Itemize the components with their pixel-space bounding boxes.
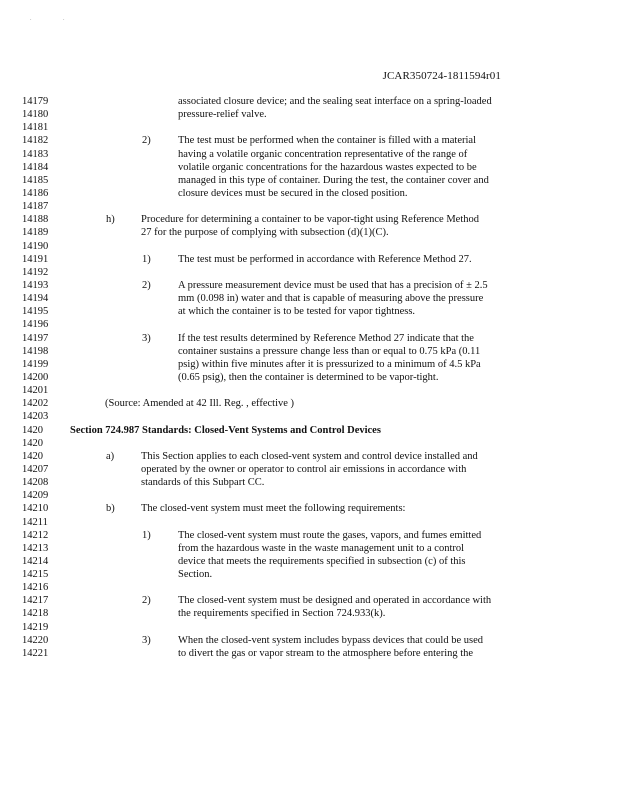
- document-line: [0, 594, 618, 607]
- line-number: 14179: [22, 96, 49, 107]
- line-text: (Source: Amended at 42 Ill. Reg. , effective ): [105, 398, 295, 410]
- document-line: [0, 384, 618, 397]
- document-line: [0, 266, 618, 279]
- line-text: device that meets the requirements specified in subsection (c) of this: [178, 555, 466, 567]
- document-line: [0, 240, 618, 253]
- line-text: When the closed-vent system includes bypass devices that could be used: [178, 634, 484, 646]
- line-number: 14221: [22, 647, 49, 659]
- line-number: 14180: [22, 109, 49, 121]
- list-marker: 1): [142, 529, 151, 541]
- line-number: 14194: [22, 293, 49, 305]
- line-text: volatile organic concentrations for the hazardous wastes expected to be: [178, 161, 477, 173]
- list-marker: h): [106, 214, 115, 226]
- line-text: The test must be performed when the container is filled with a material: [178, 135, 476, 147]
- line-text: psig) within five minutes after it is pressurized to a minimum of 4.5 kPa: [178, 358, 481, 370]
- line-text: (0.65 psig), then the container is determined to be vapor-tight.: [178, 371, 439, 383]
- line-number: 14190: [22, 240, 49, 252]
- line-number: 14216: [22, 582, 49, 594]
- document-line: [0, 213, 618, 226]
- document-line: [0, 292, 618, 305]
- document-line: [0, 621, 618, 634]
- document-line: [0, 489, 618, 502]
- line-text: to divert the gas or vapor stream to the atmosphere before entering the: [178, 647, 474, 659]
- document-line: [0, 161, 618, 174]
- document-line: [0, 476, 618, 489]
- document-line: [0, 200, 618, 213]
- line-number: 1420: [22, 424, 43, 436]
- line-number: 14197: [22, 332, 49, 344]
- line-text: The closed-vent system must meet the following requirements:: [141, 503, 406, 515]
- list-marker: 2): [142, 279, 151, 291]
- line-number: 14189: [22, 227, 49, 239]
- list-marker: 1): [142, 253, 151, 265]
- list-marker: a): [106, 450, 115, 462]
- document-line: [0, 358, 618, 371]
- line-number: 14199: [22, 358, 49, 370]
- line-text: This Section applies to each closed-vent system and control device installed and: [141, 450, 478, 462]
- line-number: 14185: [22, 174, 49, 186]
- line-text: The test must be performed in accordance with Reference Method 27.: [178, 253, 472, 265]
- document-body: [0, 95, 618, 660]
- document-line: [0, 253, 618, 266]
- line-text: associated closure device; and the sealing seat interface on a spring-loaded: [178, 96, 492, 107]
- line-text: container sustains a pressure change less than or equal to 0.75 kPa (0.11: [178, 345, 481, 357]
- line-text: pressure-relief valve.: [178, 109, 267, 121]
- line-number: 14187: [22, 201, 49, 213]
- document-line: [0, 226, 618, 239]
- document-line: [0, 581, 618, 594]
- document-line: [0, 410, 618, 423]
- line-number: 14203: [22, 411, 49, 423]
- line-number: 14195: [22, 306, 49, 318]
- document-line: [0, 305, 618, 318]
- line-text: from the hazardous waste in the waste management unit to a control: [178, 542, 465, 554]
- line-text: standards of this Subpart CC.: [141, 477, 265, 489]
- line-text: The closed-vent system must be designed and operated in accordance with: [178, 595, 492, 607]
- line-number: 14217: [22, 595, 49, 607]
- line-number: 14213: [22, 542, 49, 554]
- scan-specks: [30, 16, 95, 22]
- line-number: 14188: [22, 214, 49, 226]
- line-number: 14192: [22, 266, 49, 278]
- line-number: 14220: [22, 634, 49, 646]
- speck: .: [63, 16, 65, 22]
- line-number: 14214: [22, 555, 49, 567]
- document-line: [0, 516, 618, 529]
- document-line: [0, 502, 618, 515]
- line-text: the requirements specified in Section 724.933(k).: [178, 608, 386, 620]
- document-line: [0, 318, 618, 331]
- line-text: at which the container is to be tested for vapor tightness.: [178, 306, 416, 318]
- line-text: closure devices must be secured in the closed position.: [178, 187, 408, 199]
- line-number: 14201: [22, 385, 49, 397]
- line-number: 1420: [22, 450, 43, 462]
- document-line: [0, 529, 618, 542]
- list-marker: 2): [142, 595, 151, 607]
- line-text: 27 for the purpose of complying with subsection (d)(1)(C).: [141, 227, 389, 239]
- speck: .: [30, 16, 32, 22]
- line-number: 14215: [22, 569, 49, 581]
- list-marker: b): [106, 503, 115, 515]
- line-number: 14218: [22, 608, 49, 620]
- document-line: [0, 371, 618, 384]
- document-line: [0, 134, 618, 147]
- line-text: Section.: [178, 569, 213, 581]
- document-line: [0, 332, 618, 345]
- document-line: [0, 121, 618, 134]
- list-marker: 3): [142, 634, 151, 646]
- document-line: [0, 463, 618, 476]
- line-number: 14209: [22, 490, 49, 502]
- line-text: Procedure for determining a container to be vapor-tight using Reference Method: [141, 214, 480, 226]
- line-number: 14184: [22, 161, 49, 173]
- line-number: 14182: [22, 135, 49, 147]
- line-number: 14200: [22, 371, 49, 383]
- document-line: [0, 397, 618, 410]
- section-heading: Section 724.987 Standards: Closed-Vent Systems and Control Devices: [70, 424, 381, 436]
- line-number: 14210: [22, 503, 49, 515]
- line-number: 14186: [22, 187, 49, 199]
- list-marker: 3): [142, 332, 151, 344]
- line-text: If the test results determined by Reference Method 27 indicate that the: [178, 332, 474, 344]
- document-line: [0, 437, 618, 450]
- line-number: 14219: [22, 621, 49, 633]
- line-number: 14193: [22, 279, 49, 291]
- list-marker: 2): [142, 135, 151, 147]
- document-line: [0, 424, 618, 437]
- document-line: [0, 542, 618, 555]
- line-number: 14181: [22, 122, 49, 134]
- document-line: [0, 95, 618, 108]
- line-number: 14183: [22, 148, 49, 160]
- line-number: 14196: [22, 319, 49, 331]
- line-number: 14212: [22, 529, 49, 541]
- document-line: [0, 174, 618, 187]
- line-text: mm (0.098 in) water and that is capable of measuring above the pressure: [178, 293, 484, 305]
- document-line: [0, 634, 618, 647]
- line-text: having a volatile organic concentration representative of the range of: [178, 148, 468, 160]
- document-line: [0, 345, 618, 358]
- document-line: [0, 555, 618, 568]
- document-line: [0, 148, 618, 161]
- document-line: [0, 187, 618, 200]
- line-number: 1420: [22, 437, 43, 449]
- line-text: operated by the owner or operator to control air emissions in accordance with: [141, 463, 467, 475]
- line-text: The closed-vent system must route the gases, vapors, and fumes emitted: [178, 529, 482, 541]
- line-text: managed in this type of container. During the test, the container cover and: [178, 174, 489, 186]
- line-number: 14191: [22, 253, 49, 265]
- document-line: [0, 108, 618, 121]
- document-line: [0, 568, 618, 581]
- line-text: A pressure measurement device must be used that has a precision of ± 2.5: [178, 279, 488, 291]
- line-number: 14198: [22, 345, 49, 357]
- document-line: [0, 647, 618, 660]
- line-number: 14202: [22, 398, 49, 410]
- document-line: [0, 279, 618, 292]
- document-line: [0, 607, 618, 620]
- line-number: 14207: [22, 463, 49, 475]
- line-number: 14208: [22, 477, 49, 489]
- document-line: [0, 450, 618, 463]
- line-number: 14211: [22, 516, 48, 528]
- document-id-header: JCAR350724-1811594r01: [382, 70, 501, 82]
